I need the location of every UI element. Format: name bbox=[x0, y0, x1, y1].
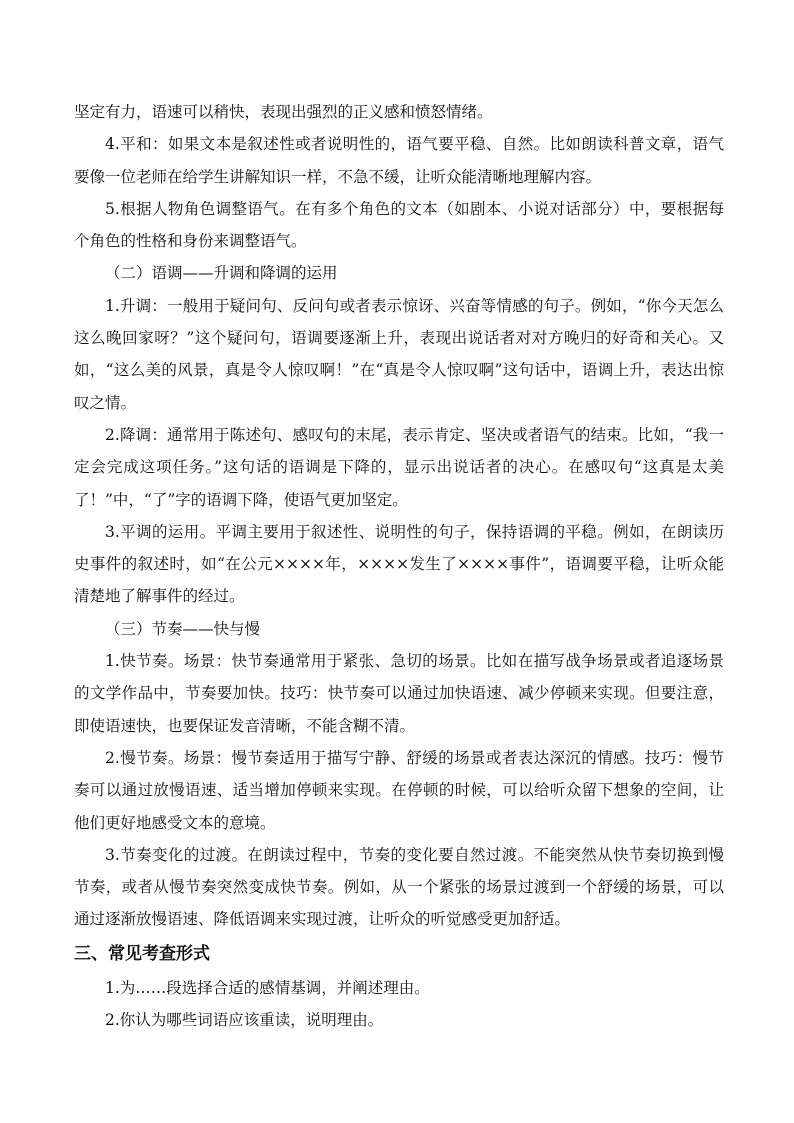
paragraph-level-tone: 3.平调的运用。平调主要用于叙述性、说明性的句子，保持语调的平稳。例如，在朗读历史事件的叙述时，如“在公元××××年，××××发生了××××事件”，语调要平稳，让听众能清楚地了解事件的经过。 bbox=[74, 522, 724, 606]
section-heading-exam-forms: 三、常见考查形式 bbox=[74, 943, 210, 964]
subheading-rhythm: （三）节奏——快与慢 bbox=[105, 619, 261, 638]
paragraph-fast-rhythm: 1.快节奏。场景：快节奏通常用于紧张、急切的场景。比如在描写战争场景或者追逐场景的文学作品中，节奏要加快。技巧：快节奏可以通过加快语速、减少停顿来实现。但要注意，即使语速快，也要保证发音清晰，不能含糊不清。 bbox=[74, 652, 724, 735]
paragraph-rhythm-transition: 3.节奏变化的过渡。在朗读过程中，节奏的变化要自然过渡。不能突然从快节奏切换到慢节奏，或者从慢节奏突然变成快节奏。例如，从一个紧张的场景过渡到一个舒缓的场景，可以通过逐渐放慢语速、降低语调来实现过渡，让听众的听觉感受更加舒适。 bbox=[74, 845, 724, 929]
paragraph-exam-item-1: 1.为……段选择合适的感情基调，并阐述理由。 bbox=[105, 978, 430, 997]
paragraph-rising-tone: 1.升调：一般用于疑问句、反问句或者表示惊讶、兴奋等情感的句子。例如，“你今天怎么这么晚回家呀？”这个疑问句，语调要逐渐上升，表现出说话者对对方晚归的好奇和关心。又如，“这么美的风景，真是令人惊叹啊！”在“真是令人惊叹啊”这句话中，语调上升，表达出惊叹之情。 bbox=[74, 296, 724, 412]
paragraph-continuation: 坚定有力，语速可以稍快，表现出强烈的正义感和愤怒情绪。 bbox=[74, 103, 493, 121]
paragraph-tone-role: 5.根据人物角色调整语气。在有多个角色的文本（如剧本、小说对话部分）中，要根据每个角色的性格和身份来调整语气。 bbox=[74, 199, 724, 251]
paragraph-tone-calm: 4.平和：如果文本是叙述性或者说明性的，语气要平稳、自然。比如朗读科普文章，语气要像一位老师在给学生讲解知识一样，不急不缓，让听众能清晰地理解内容。 bbox=[74, 135, 724, 186]
paragraph-slow-rhythm: 2.慢节奏。场景：慢节奏适用于描写宁静、舒缓的场景或者表达深沉的情感。技巧：慢节奏可以通过放慢语速、适当增加停顿来实现。在停顿的时候，可以给听众留下想象的空间，让他们更好地感受文本的意境。 bbox=[74, 748, 724, 832]
subheading-intonation: （二）语调——升调和降调的运用 bbox=[105, 264, 338, 283]
paragraph-exam-item-2: 2.你认为哪些词语应该重读，说明理由。 bbox=[105, 1011, 384, 1030]
paragraph-falling-tone: 2.降调：通常用于陈述句、感叹句的末尾，表示肯定、坚决或者语气的结束。比如，“我一定会完成这项任务。”这句话的语调是下降的，显示出说话者的决心。在感叹句“这真是太美了！”中，“了”字的语调下降，使语气更加坚定。 bbox=[74, 425, 724, 509]
document-page bbox=[74, 96, 724, 1036]
